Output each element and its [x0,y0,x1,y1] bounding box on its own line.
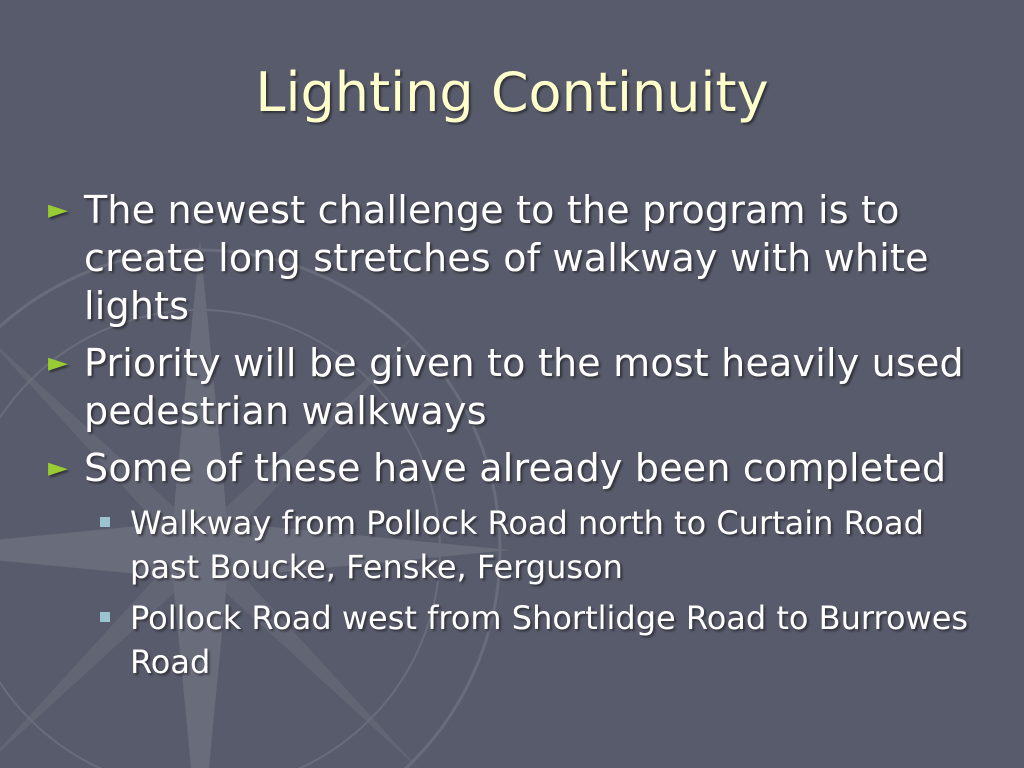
bullet-text: The newest challenge to the program is to create long stretches of walkway with white lights [84,188,929,328]
bullet-list [48,186,998,691]
sub-bullet-text: Walkway from Pollock Road north to Curtain Road past Boucke, Fenske, Ferguson [130,504,924,586]
triangle-right-icon: ► [48,348,69,378]
bullet-item [48,186,998,330]
slide-title: Lighting Continuity [255,61,769,124]
sub-bullet-text: Pollock Road west from Shortlidge Road to Burrowes Road [130,599,969,681]
triangle-right-icon: ► [48,453,69,483]
square-icon [100,517,110,527]
square-icon [100,612,110,622]
sub-bullet-item [48,501,998,589]
bullet-item [48,339,998,435]
bullet-text: Some of these have already been completed [84,446,947,490]
bullet-text: Priority will be given to the most heavily used pedestrian walkways [84,341,964,433]
bullet-item [48,444,998,492]
sub-bullet-item [48,596,998,684]
triangle-right-icon: ► [48,195,69,225]
